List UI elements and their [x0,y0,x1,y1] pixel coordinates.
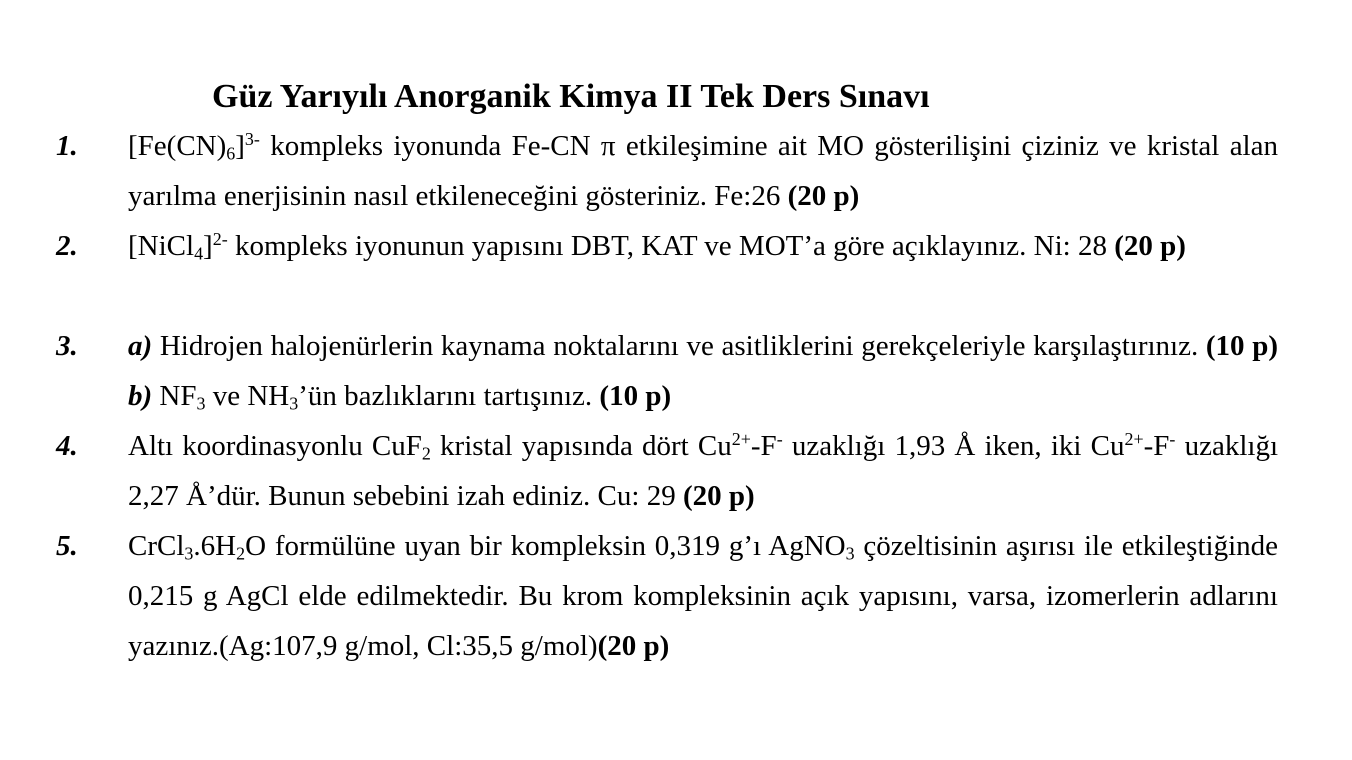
question-5 [56,521,1278,671]
question-1 [56,121,1278,221]
question-points: (20 p) [1114,230,1186,262]
question-points: (20 p) [597,630,670,662]
question-points: (20 p) [682,480,755,512]
part-b-label: b) [128,380,153,412]
question-text: $[Fe(CN)_6]^{3-}$ kompleks iyonunda Fe-CN π etkileşimine ait MO gösterilişini çiziniz ve kristal alan yarılma enerjisinin nasıl etkileneceğini gösteriniz. Fe:26 (20 p) [128,129,1278,212]
question-2 [56,221,1278,271]
question-text: Altı koordinasyonlu CuF$_2$ kristal yapısında dört $Cu^{2+}-F^-$ uzaklığı 1,93 Å iken, iki $Cu^{2+}-F^-$ uzaklığı 2,27 Å’dür. Bunun sebebini izah ediniz. Cu: 29 (20 p) [128,429,1278,512]
exam-title: Güz Yarıyılı Anorganik Kimya II Tek Ders Sınavı [212,78,930,115]
part-a-label: a) [128,330,153,362]
question-3 [56,321,1278,421]
part-a-points: (10 p) [1205,330,1278,362]
question-4 [56,421,1278,521]
question-number: 3. [56,330,78,362]
question-points: (20 p) [787,180,860,212]
question-number: 4. [56,430,78,462]
question-number: 2. [56,230,78,262]
question-text: a) Hidrojen halojenürlerin kaynama noktalarını ve asitliklerini gerekçeleriyle karşılaştırınız. (10 p) b) $NF_3$ ve $NH_3’ün$ bazlıklarını tartışınız. (10 p) [128,330,1278,414]
question-text: $CrCl_3.6H_2O$ formülüne uyan bir kompleksin 0,319 g’ı AgNO$_3$ çözeltisinin aşırısı ile etkileştiğinde 0,215 g AgCl elde edilmektedir. Bu krom kompleksinin açık yapısını, varsa, izomerlerin adlarını yazınız.(Ag:107,9 g/mol, Cl:35,5 g/mol)(20 p) [128,530,1278,662]
question-text: [NiCl$_4$]$^{2-}$ kompleks iyonunun yapısını DBT, KAT ve MOT’a göre açıklayınız. Ni: 28 (20 p) [128,229,1186,264]
question-number: 5. [56,530,78,562]
part-b-points: (10 p) [599,380,672,412]
question-number: 1. [56,130,78,162]
